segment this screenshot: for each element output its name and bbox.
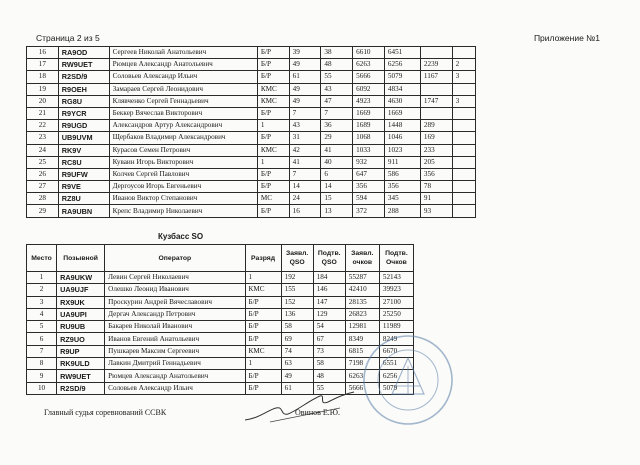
col-place: Место (27, 245, 57, 272)
cell-callsign: UA9UJF (57, 284, 105, 296)
cell-extra-points: 1167 (420, 71, 452, 83)
cell-extra-mark (452, 144, 475, 156)
cell-operator: Клявченко Сергей Геннадьевич (109, 95, 257, 107)
cell-extra-points: 1747 (420, 95, 452, 107)
cell-claimed-points: 4923 (353, 95, 385, 107)
table-row (27, 132, 476, 144)
cell-claimed-points: 6815 (345, 345, 379, 357)
cell-extra-mark (452, 156, 475, 168)
section-title: Кузбасс SO (158, 232, 204, 241)
cell-place: 27 (27, 181, 59, 193)
cell-confirmed-qso: 58 (313, 358, 345, 370)
cell-rank: КМС (257, 83, 289, 95)
cell-claimed-qso: 58 (281, 321, 313, 333)
cell-callsign: RZ9UO (57, 333, 105, 345)
col-confirmed-points: Подтв. Очков (379, 245, 413, 272)
cell-callsign: RX9UK (57, 296, 105, 308)
cell-confirmed-points: 5079 (379, 382, 413, 394)
cell-rank: Б/Р (257, 181, 289, 193)
cell-operator: Замараев Сергей Леонидович (109, 83, 257, 95)
cell-confirmed-qso: 43 (321, 83, 353, 95)
table-row (27, 47, 476, 59)
cell-confirmed-points: 6551 (379, 358, 413, 370)
cell-extra-points: 93 (420, 205, 452, 217)
cell-claimed-qso: 49 (289, 83, 321, 95)
table-row (27, 345, 414, 357)
cell-claimed-qso: 61 (289, 71, 321, 83)
cell-place: 9 (27, 370, 57, 382)
cell-place: 16 (27, 47, 59, 59)
cell-claimed-points: 42410 (345, 284, 379, 296)
cell-confirmed-qso: 129 (313, 308, 345, 320)
cell-extra-points: 233 (420, 144, 452, 156)
cell-claimed-points: 28135 (345, 296, 379, 308)
cell-rank: Б/Р (257, 47, 289, 59)
cell-operator: Рюмцев Александр Анатольевич (105, 370, 245, 382)
cell-rank: КМС (257, 95, 289, 107)
cell-rank: Б/Р (257, 168, 289, 180)
cell-claimed-points: 6092 (353, 83, 385, 95)
cell-claimed-points: 6263 (353, 59, 385, 71)
cell-callsign: RU9UB (57, 321, 105, 333)
cell-operator: Проскурин Андрей Вячеславович (105, 296, 245, 308)
cell-confirmed-points: 39923 (379, 284, 413, 296)
table-header-row (27, 245, 414, 272)
cell-operator: Куваин Игорь Викторович (109, 156, 257, 168)
col-claimed-qso: Заявл. QSO (281, 245, 313, 272)
cell-claimed-qso: 63 (281, 358, 313, 370)
cell-claimed-qso: 31 (289, 132, 321, 144)
cell-callsign: RA9UKW (57, 272, 105, 284)
cell-operator: Колчев Сергей Павлович (109, 168, 257, 180)
cell-confirmed-points: 4834 (384, 83, 420, 95)
cell-place: 22 (27, 120, 59, 132)
cell-place: 7 (27, 345, 57, 357)
cell-operator: Лавкин Дмитрий Геннадьевич (105, 358, 245, 370)
cell-claimed-points: 12981 (345, 321, 379, 333)
cell-claimed-qso: 61 (281, 382, 313, 394)
cell-extra-points: 91 (420, 193, 452, 205)
cell-place: 3 (27, 296, 57, 308)
cell-extra-points (420, 83, 452, 95)
cell-place: 21 (27, 107, 59, 119)
cell-rank: Б/Р (257, 71, 289, 83)
cell-callsign: R9UFW (58, 168, 109, 180)
cell-operator: Александров Артур Александрович (109, 120, 257, 132)
cell-extra-points: 78 (420, 181, 452, 193)
table-row (27, 156, 476, 168)
cell-claimed-points: 932 (353, 156, 385, 168)
cell-confirmed-qso: 36 (321, 120, 353, 132)
cell-rank: КМС (245, 284, 281, 296)
cell-callsign: RG8U (58, 95, 109, 107)
cell-callsign: RK9ULD (57, 358, 105, 370)
cell-claimed-qso: 49 (289, 59, 321, 71)
table-row (27, 120, 476, 132)
cell-extra-mark (452, 107, 475, 119)
cell-place: 18 (27, 71, 59, 83)
results-table-continued (26, 46, 476, 218)
cell-claimed-qso: 136 (281, 308, 313, 320)
cell-callsign: RA9OD (58, 47, 109, 59)
cell-confirmed-qso: 48 (321, 59, 353, 71)
cell-operator: Левин Сергей Николаевич (105, 272, 245, 284)
cell-claimed-qso: 43 (289, 120, 321, 132)
cell-confirmed-qso: 40 (321, 156, 353, 168)
cell-callsign: RZ8U (58, 193, 109, 205)
cell-operator: Олешко Леонид Иванович (105, 284, 245, 296)
kuzbass-so-table (26, 244, 414, 395)
table-row (27, 308, 414, 320)
table-row (27, 107, 476, 119)
col-confirmed-qso: Подтв. QSO (313, 245, 345, 272)
cell-place: 25 (27, 156, 59, 168)
cell-confirmed-qso: 55 (321, 71, 353, 83)
cell-rank: КМС (245, 345, 281, 357)
cell-extra-mark (452, 193, 475, 205)
cell-claimed-points: 372 (353, 205, 385, 217)
cell-place: 20 (27, 95, 59, 107)
cell-confirmed-points: 6256 (384, 59, 420, 71)
cell-claimed-qso: 192 (281, 272, 313, 284)
cell-extra-mark: 3 (452, 95, 475, 107)
cell-rank: 1 (257, 156, 289, 168)
cell-operator: Пушкарев Максим Сергеевич (105, 345, 245, 357)
cell-extra-points: 289 (420, 120, 452, 132)
cell-claimed-points: 1669 (353, 107, 385, 119)
table-row (27, 321, 414, 333)
cell-rank: Б/Р (245, 296, 281, 308)
cell-claimed-points: 55287 (345, 272, 379, 284)
table-row (27, 272, 414, 284)
cell-claimed-qso: 49 (289, 95, 321, 107)
cell-claimed-points: 5666 (353, 71, 385, 83)
cell-callsign: UA9UPI (57, 308, 105, 320)
table-row (27, 59, 476, 71)
cell-confirmed-qso: 67 (313, 333, 345, 345)
cell-rank: Б/Р (245, 382, 281, 394)
cell-claimed-points: 6263 (345, 370, 379, 382)
cell-operator: Иванов Евгений Анатольевич (105, 333, 245, 345)
judge-title: Главный судья соревнований ССВК (44, 408, 167, 417)
cell-rank: Б/Р (245, 308, 281, 320)
cell-confirmed-points: 6451 (384, 47, 420, 59)
cell-confirmed-qso: 146 (313, 284, 345, 296)
cell-confirmed-points: 27100 (379, 296, 413, 308)
cell-callsign: RA9UBN (58, 205, 109, 217)
cell-rank: Б/Р (257, 205, 289, 217)
cell-place: 2 (27, 284, 57, 296)
table-row (27, 205, 476, 217)
cell-extra-mark (452, 181, 475, 193)
cell-place: 26 (27, 168, 59, 180)
cell-confirmed-points: 345 (384, 193, 420, 205)
col-claimed-points: Заявл. очков (345, 245, 379, 272)
cell-confirmed-qso: 6 (321, 168, 353, 180)
cell-confirmed-qso: 7 (321, 107, 353, 119)
cell-confirmed-points: 288 (384, 205, 420, 217)
table-row (27, 333, 414, 345)
cell-confirmed-points: 586 (384, 168, 420, 180)
cell-place: 5 (27, 321, 57, 333)
col-rank: Разряд (245, 245, 281, 272)
cell-extra-mark (452, 120, 475, 132)
cell-operator: Рюмцев Александр Анатольевич (109, 59, 257, 71)
cell-operator: Соловьев Александр Ильич (109, 71, 257, 83)
cell-confirmed-qso: 73 (313, 345, 345, 357)
cell-extra-points: 205 (420, 156, 452, 168)
cell-claimed-qso: 7 (289, 168, 321, 180)
cell-place: 6 (27, 333, 57, 345)
cell-rank: Б/Р (245, 321, 281, 333)
cell-callsign: RW9UET (58, 59, 109, 71)
cell-claimed-qso: 24 (289, 193, 321, 205)
cell-operator: Дергач Александр Петрович (105, 308, 245, 320)
cell-confirmed-points: 4630 (384, 95, 420, 107)
table-row (27, 168, 476, 180)
cell-rank: Б/Р (245, 370, 281, 382)
cell-extra-mark (452, 168, 475, 180)
cell-extra-points (420, 47, 452, 59)
cell-place: 28 (27, 193, 59, 205)
table-row (27, 193, 476, 205)
cell-extra-mark (452, 132, 475, 144)
appendix-label: Приложение №1 (533, 33, 600, 43)
cell-callsign: RK9V (58, 144, 109, 156)
cell-confirmed-points: 6256 (379, 370, 413, 382)
cell-confirmed-qso: 15 (321, 193, 353, 205)
cell-extra-points: 2239 (420, 59, 452, 71)
cell-extra-mark (452, 47, 475, 59)
cell-claimed-qso: 152 (281, 296, 313, 308)
cell-claimed-points: 26823 (345, 308, 379, 320)
cell-operator: Соловьев Александр Ильич (105, 382, 245, 394)
cell-operator: Сергеев Николай Анатольевич (109, 47, 257, 59)
cell-claimed-points: 7198 (345, 358, 379, 370)
cell-rank: 1 (245, 358, 281, 370)
cell-claimed-points: 594 (353, 193, 385, 205)
cell-operator: Беккер Вячеслав Викторович (109, 107, 257, 119)
cell-claimed-qso: 7 (289, 107, 321, 119)
table-row (27, 95, 476, 107)
cell-extra-points (420, 107, 452, 119)
cell-confirmed-qso: 48 (313, 370, 345, 382)
cell-claimed-qso: 69 (281, 333, 313, 345)
cell-confirmed-points: 1046 (384, 132, 420, 144)
cell-claimed-qso: 41 (289, 156, 321, 168)
table-row (27, 358, 414, 370)
cell-callsign: R9OEH (58, 83, 109, 95)
cell-claimed-points: 6610 (353, 47, 385, 59)
table-row (27, 83, 476, 95)
cell-confirmed-points: 1448 (384, 120, 420, 132)
cell-confirmed-qso: 147 (313, 296, 345, 308)
cell-callsign: RC8U (58, 156, 109, 168)
cell-confirmed-points: 52143 (379, 272, 413, 284)
cell-place: 1 (27, 272, 57, 284)
col-callsign: Позывной (57, 245, 105, 272)
cell-confirmed-points: 8249 (379, 333, 413, 345)
cell-claimed-qso: 14 (289, 181, 321, 193)
cell-place: 29 (27, 205, 59, 217)
cell-extra-mark: 2 (452, 59, 475, 71)
cell-confirmed-qso: 184 (313, 272, 345, 284)
cell-callsign: R2SD/9 (58, 71, 109, 83)
cell-callsign: R9UGD (58, 120, 109, 132)
cell-place: 19 (27, 83, 59, 95)
cell-claimed-qso: 155 (281, 284, 313, 296)
cell-claimed-points: 1068 (353, 132, 385, 144)
cell-confirmed-points: 5079 (384, 71, 420, 83)
cell-claimed-points: 5666 (345, 382, 379, 394)
cell-extra-points: 169 (420, 132, 452, 144)
cell-confirmed-points: 1023 (384, 144, 420, 156)
table-row (27, 181, 476, 193)
cell-confirmed-qso: 29 (321, 132, 353, 144)
page-header (36, 33, 600, 45)
page-counter: Страница 2 из 5 (36, 33, 100, 43)
cell-operator: Иванов Виктор Степанович (109, 193, 257, 205)
cell-confirmed-qso: 47 (321, 95, 353, 107)
cell-rank: Б/Р (245, 333, 281, 345)
cell-rank: КМС (257, 144, 289, 156)
cell-rank: Б/Р (257, 59, 289, 71)
cell-confirmed-points: 11989 (379, 321, 413, 333)
cell-place: 8 (27, 358, 57, 370)
judge-name: Овинов Е.Ю. (295, 408, 341, 417)
cell-rank: Б/Р (257, 107, 289, 119)
cell-confirmed-points: 911 (384, 156, 420, 168)
cell-claimed-points: 1689 (353, 120, 385, 132)
cell-place: 23 (27, 132, 59, 144)
cell-rank: МС (257, 193, 289, 205)
cell-operator: Крепс Владимир Николаевич (109, 205, 257, 217)
cell-rank: Б/Р (257, 132, 289, 144)
cell-place: 4 (27, 308, 57, 320)
cell-place: 17 (27, 59, 59, 71)
table-row (27, 71, 476, 83)
cell-confirmed-qso: 14 (321, 181, 353, 193)
cell-claimed-qso: 49 (281, 370, 313, 382)
table-row (27, 284, 414, 296)
col-operator: Оператор (105, 245, 245, 272)
cell-claimed-qso: 74 (281, 345, 313, 357)
cell-extra-mark: 3 (452, 71, 475, 83)
cell-operator: Щербаков Владимир Александрович (109, 132, 257, 144)
cell-confirmed-points: 25250 (379, 308, 413, 320)
cell-extra-mark (452, 205, 475, 217)
cell-place: 10 (27, 382, 57, 394)
table-row (27, 144, 476, 156)
cell-confirmed-qso: 54 (313, 321, 345, 333)
cell-claimed-qso: 42 (289, 144, 321, 156)
cell-operator: Дергоусов Игорь Евгеньевич (109, 181, 257, 193)
cell-confirmed-qso: 41 (321, 144, 353, 156)
cell-callsign: R2SD/9 (57, 382, 105, 394)
cell-claimed-points: 1033 (353, 144, 385, 156)
cell-callsign: R9VE (58, 181, 109, 193)
cell-confirmed-points: 356 (384, 181, 420, 193)
cell-callsign: RW9UET (57, 370, 105, 382)
table-row (27, 370, 414, 382)
cell-claimed-points: 647 (353, 168, 385, 180)
cell-claimed-points: 356 (353, 181, 385, 193)
table-row (27, 296, 414, 308)
organization-stamp (358, 330, 458, 430)
cell-extra-mark (452, 83, 475, 95)
cell-callsign: UB9UVM (58, 132, 109, 144)
cell-rank: 1 (257, 120, 289, 132)
cell-operator: Курасов Семен Петрович (109, 144, 257, 156)
cell-confirmed-qso: 38 (321, 47, 353, 59)
cell-confirmed-qso: 13 (321, 205, 353, 217)
cell-place: 24 (27, 144, 59, 156)
cell-claimed-qso: 39 (289, 47, 321, 59)
cell-rank: 1 (245, 272, 281, 284)
cell-claimed-points: 8349 (345, 333, 379, 345)
cell-callsign: R9YCR (58, 107, 109, 119)
cell-claimed-qso: 16 (289, 205, 321, 217)
cell-callsign: R9UP (57, 345, 105, 357)
cell-extra-points: 356 (420, 168, 452, 180)
cell-operator: Бакарев Николай Иванович (105, 321, 245, 333)
cell-confirmed-qso: 55 (313, 382, 345, 394)
cell-confirmed-points: 1669 (384, 107, 420, 119)
cell-confirmed-points: 6670 (379, 345, 413, 357)
